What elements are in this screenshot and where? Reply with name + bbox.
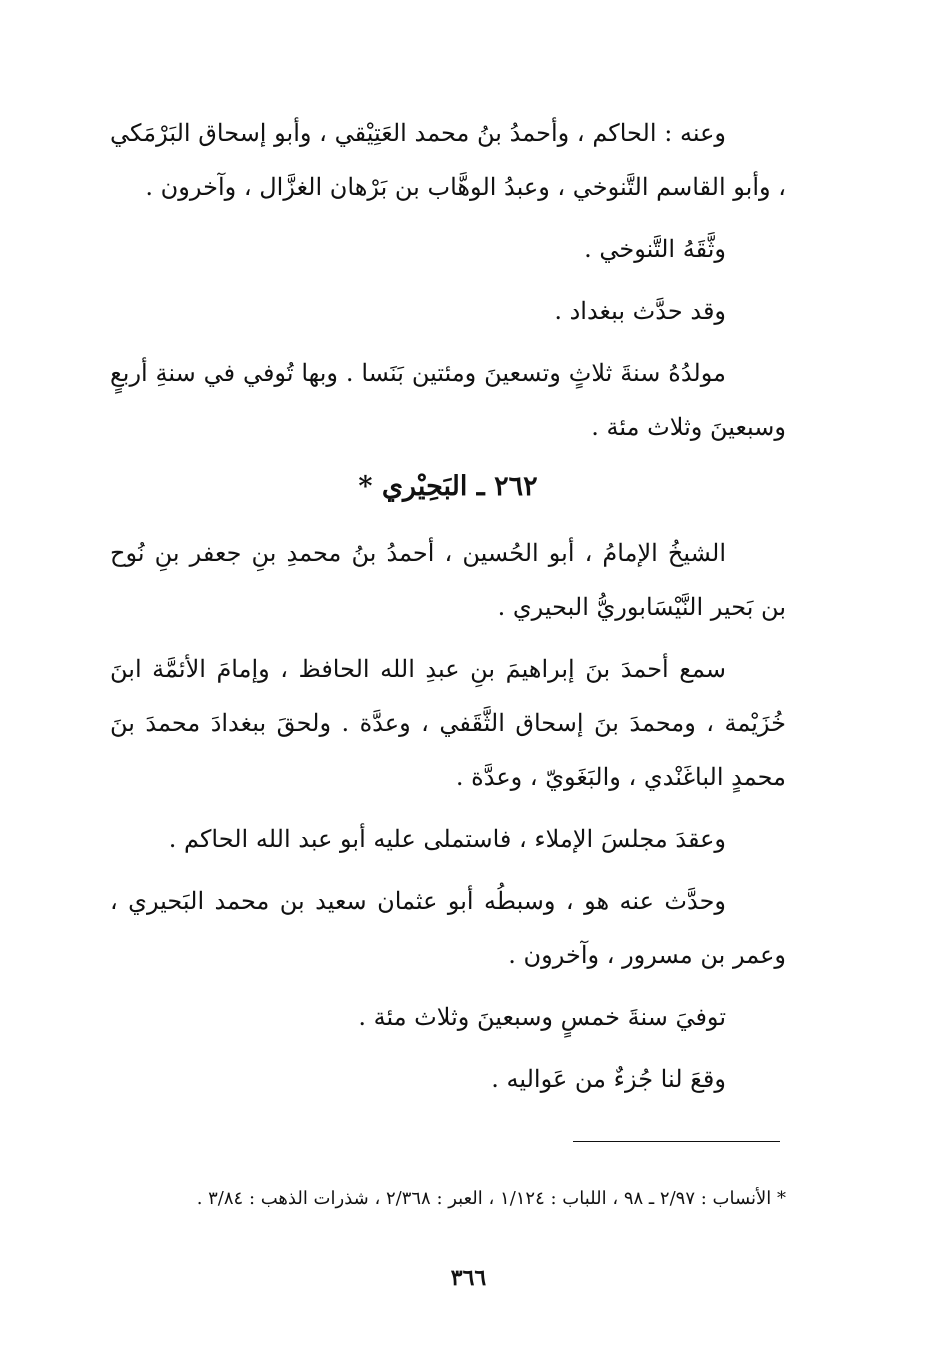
paragraph-baghdad: وقد حدَّث ببغداد . [554,297,726,325]
footnote: * الأنساب : ٢/٩٧ ـ ٩٨ ، اللباب : ١/١٢٤ ، العبر : ٢/٣٦٨ ، شذرات الذهب : ٣/٨٤ . [196,1188,786,1209]
paragraph-transmission: وقعَ لنا جُزءٌ من عَواليه . [491,1065,726,1093]
entry-heading: ٢٦٢ ـ البَحِيْري * [358,471,538,502]
paragraph-authentication: وثَّقَهُ التَّنوخي . [584,235,726,263]
paragraph-dictation: وعقدَ مجلسَ الإملاء ، فاستملى عليه أبو عبد الله الحاكم . [168,825,726,853]
paragraph-birth-death: مولدُهُ سنةَ ثلاثٍ وتسعينَ ومئتين بَنَسا . وبها تُوفي في سنةِ أربعٍ وسبعينَ وثلاث مئة . [110,359,786,441]
page-number: ٣٦٦ [450,1265,487,1291]
paragraph-death: توفيَ سنةَ خمسٍ وسبعينَ وثلاث مئة . [358,1003,726,1031]
paragraph-narrators: وعنه : الحاكم ، وأحمدُ بنُ محمد العَتِيْقي ، وأبو إسحاق البَرْمَكي ، وأبو القاسم التَّنوخي ، وعبدُ الوهَّاب بن بَرْهان الغزَّال ، وآخرون . [110,119,786,201]
main-text [110,106,786,1114]
paragraph-name-lineage: الشيخُ الإمامُ ، أبو الحُسين ، أحمدُ بنُ محمدِ بنِ جعفر بنِ نُوح بن بَحير النَّيْسَابوريُّ البحيري . [110,539,786,621]
paragraph-students: وحدَّث عنه هو ، وسبطُه أبو عثمان سعيد بن محمد البَحيري ، وعمر بن مسرور ، وآخرون . [110,887,786,969]
paragraph-teachers: سمع أحمدَ بنَ إبراهيمَ بنِ عبدِ الله الحافظ ، وإمامَ الأئمَّة ابنَ خُزَيْمة ، ومحمدَ بنَ إسحاق الثَّقَفي ، وعدَّة . ولحقَ ببغدادَ محمدَ بنَ محمدٍ الباغَنْدي ، والبَغَويّ ، وعدَّة . [110,655,786,791]
footnote-divider [573,1141,780,1142]
